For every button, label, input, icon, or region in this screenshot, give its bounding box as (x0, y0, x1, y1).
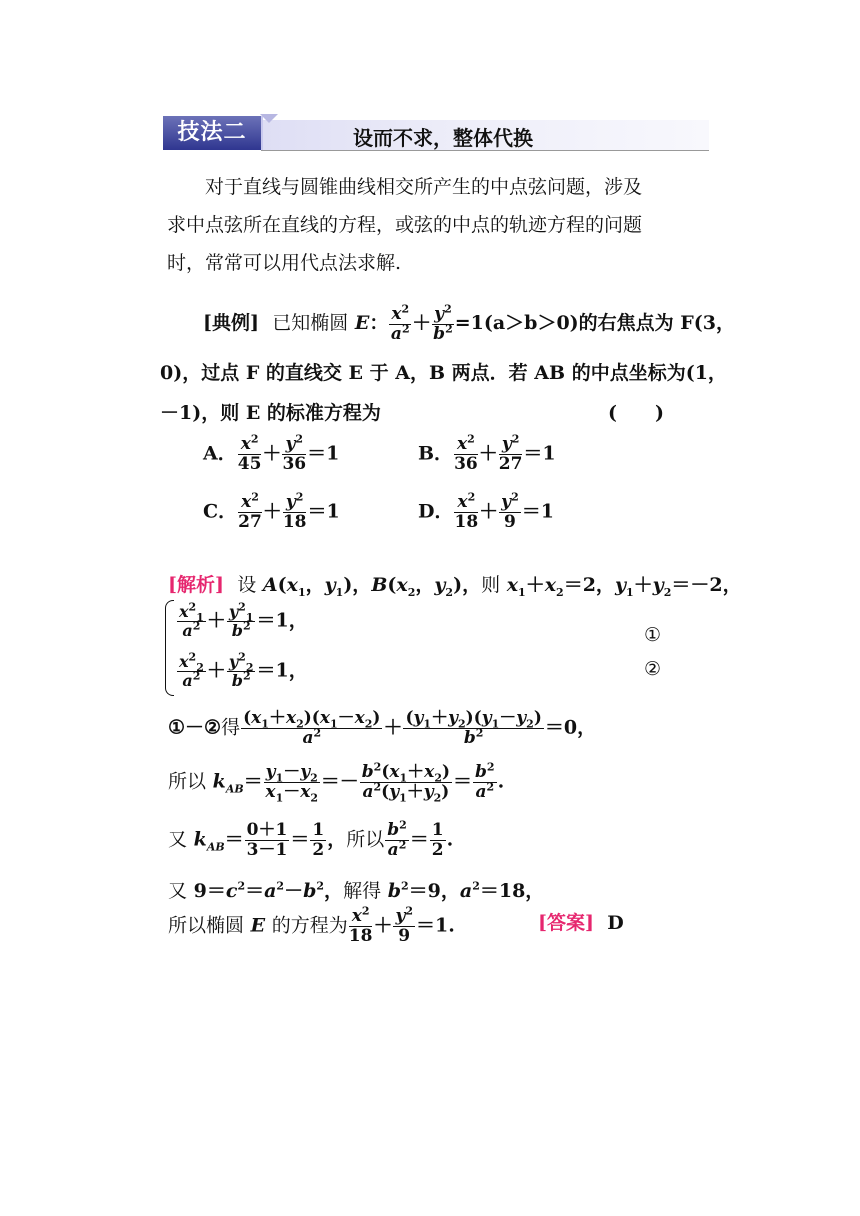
section-banner (163, 116, 709, 152)
option-a: A． $\frac{x^2}{45}$ ＋ $\frac{y^2}{36}$ ＝1 (203, 432, 340, 474)
option-b: B． $\frac{x^2}{36}$ ＋ $\frac{y^2}{27}$ ＝1 (418, 432, 556, 474)
banner-title: 设而不求，整体代换 (353, 126, 533, 150)
answer-value: D (607, 912, 624, 934)
derivation-line-4: 又 $9=c^2=a^2-b^2$，解得 $b^2=9$，$a^2=18$， (168, 879, 545, 902)
option-d: D． $\frac{x^2}{18}$ ＋ $\frac{y^2}{9}$ ＝1 (418, 490, 554, 532)
example-line-3: －1)，则 E 的标准方程为 (160, 402, 381, 424)
derivation-line-2: 所以 $k_{AB}=$ $\frac{y_1-y_2}{x_1-x_2}$ ＝－ $\frac{b^2(x_1+x_2)}{a^2(y_1+y_2)}$ ＝ $\frac{b^2}{a^2}$ . (168, 760, 505, 805)
equation-1: $\frac{x^2_1}{a^2}$ ＋ $\frac{y^2_1}{b^2}$ ＝1， (179, 600, 308, 640)
answer-parentheses: ( ) (608, 402, 664, 424)
intro-line-2: 求中点弦所在直线的方程，或弦的中点的轨迹方程的问题 (167, 214, 643, 236)
example-lead: 已知椭圆 (272, 312, 349, 334)
system-brace (165, 600, 174, 696)
solution-label: [解析] (168, 574, 224, 596)
solution-line-1: [解析] 设 $A(x_1$，$y_1$)，$B(x_2$，$y_2$)，则 $x_1+x_2=2$，$y_1+y_2=-2$， (168, 574, 742, 599)
derivation-line-5: 所以椭圆 E 的方程为 $\frac{x^2}{18}$ ＋ $\frac{y^2}{9}$ ＝1. (168, 904, 455, 946)
equation-2: $\frac{x^2_2}{a^2}$ ＋ $\frac{y^2_2}{b^2}$ ＝1， (179, 650, 308, 690)
banner-tag: 技法二 (163, 116, 263, 150)
circle-1: ① (644, 624, 662, 646)
circle-2: ② (644, 658, 662, 680)
intro-line-1: 对于直线与圆锥曲线相交所产生的中点弦问题，涉及 (205, 176, 643, 198)
banner-underline (261, 150, 709, 151)
derivation-line-1: ①－②得 $\frac{(x_1+x_2)(x_1-x_2)}{a^2}$ ＋ $\frac{(y_1+y_2)(y_1-y_2)}{b^2}$ ＝0， (168, 708, 597, 748)
banner-triangle-icon (260, 114, 278, 123)
derivation-line-3: 又 $k_{AB}=$ $\frac{0+1}{3-1}$ ＝ $\frac{1}{2}$ ，所以 $\frac{b^2}{a^2}$ ＝ $\frac{1}{2}$ . (168, 818, 454, 860)
example-line-2: 0)，过点 F 的直线交 E 于 A，B 两点．若 AB 的中点坐标为(1， (160, 362, 727, 384)
example-line-1: [典例] 已知椭圆 E： $\frac{x^2}{a^2}$ ＋ $\frac{y^2}{b^2}$ =1(a＞b＞0)的右焦点为 F(3， (203, 301, 735, 344)
answer-line (538, 908, 624, 935)
example-label: [典例] (203, 312, 259, 334)
option-c: C． $\frac{x^2}{27}$ ＋ $\frac{y^2}{18}$ ＝1 (203, 490, 340, 532)
answer-label: [答案] (538, 912, 594, 934)
example-tail-1: =1(a＞b＞0)的右焦点为 F(3， (454, 312, 735, 334)
intro-line-3: 时，常常可以用代点法求解. (167, 252, 402, 274)
